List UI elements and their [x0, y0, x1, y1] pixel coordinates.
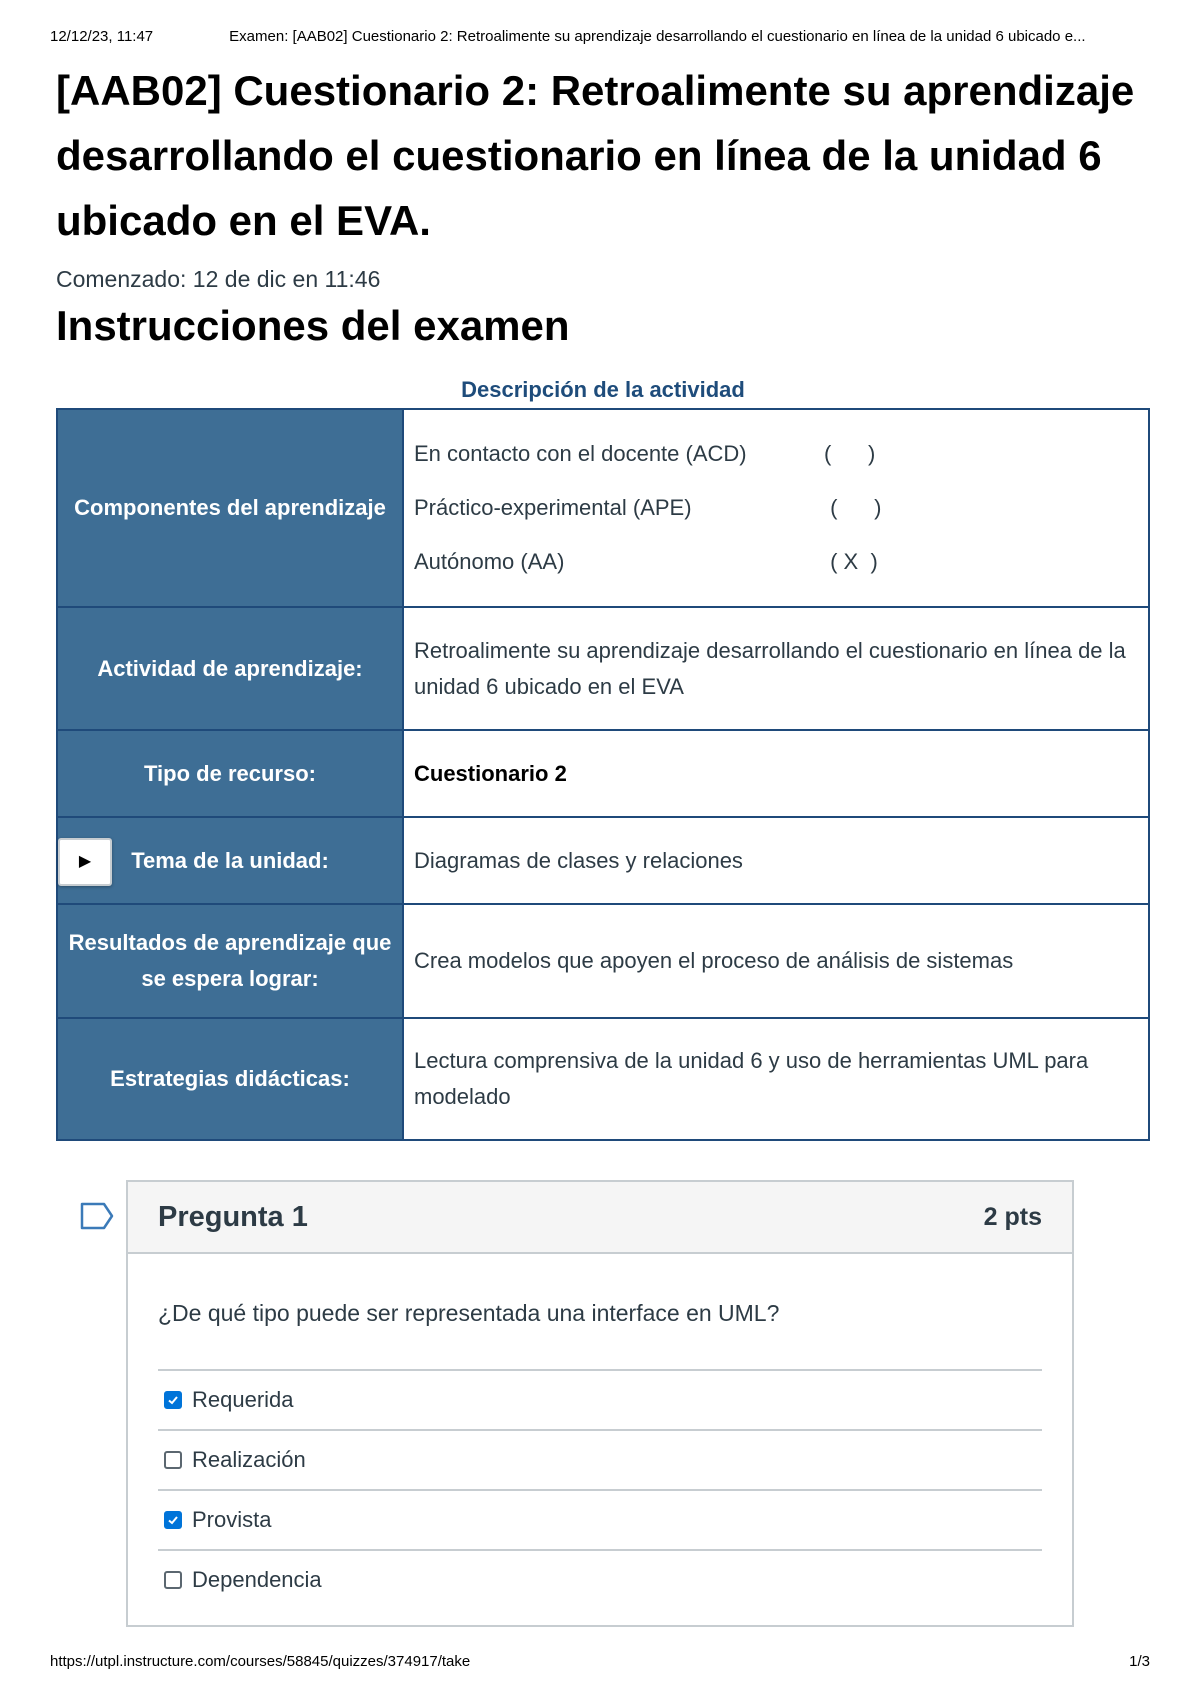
answer-option[interactable] — [158, 1369, 1042, 1429]
checkmark-icon — [167, 1514, 179, 1526]
resource-value-text: Cuestionario 2 — [414, 760, 567, 786]
quiz-title: [AAB02] Cuestionario 2: Retroalimente su aprendizaje desarrollando el cuestionario en línea de la unidad 6 ubicado en el EVA. — [56, 67, 1135, 244]
components-list — [403, 409, 1149, 607]
activity-value: Retroalimente su aprendizaje desarrollando el cuestionario en línea de la unidad 6 ubicado en el EVA — [403, 607, 1149, 730]
component-name: En contacto con el docente (ACD) — [414, 441, 747, 466]
table-caption: Descripción de la actividad — [461, 377, 745, 402]
question-body — [128, 1300, 1072, 1609]
question-points: 2 pts — [983, 1202, 1042, 1231]
table-row — [57, 817, 1149, 904]
table-row — [57, 904, 1149, 1018]
results-label: Resultados de aprendizaje que se espera lograr: — [57, 904, 403, 1018]
answer-option[interactable] — [158, 1549, 1042, 1609]
answer-checkbox[interactable] — [164, 1511, 182, 1529]
component-name: Autónomo (AA) — [414, 549, 565, 574]
flag-icon[interactable] — [80, 1202, 114, 1230]
table-row — [57, 409, 1149, 607]
print-footer — [50, 1653, 1150, 1670]
components-label: Componentes del aprendizaje — [57, 409, 403, 607]
table-row — [57, 1018, 1149, 1140]
instructions-heading: Instrucciones del examen — [56, 302, 570, 349]
component-mark: ( X ) — [824, 549, 878, 574]
play-icon: ▶ — [78, 853, 92, 870]
answer-label: Dependencia — [192, 1567, 322, 1592]
question-text: ¿De qué tipo puede ser representada una interface en UML? — [158, 1300, 780, 1326]
answer-list — [158, 1369, 1042, 1609]
component-mark: ( ) — [824, 495, 882, 520]
strategies-label: Estrategias didácticas: — [57, 1018, 403, 1140]
component-row — [414, 481, 1138, 535]
answer-label: Provista — [192, 1507, 272, 1532]
answer-label: Requerida — [192, 1387, 294, 1412]
strategies-value: Lectura comprensiva de la unidad 6 y uso de herramientas UML para modelado — [403, 1018, 1149, 1140]
topic-label-cell — [57, 817, 403, 904]
print-document-title: Examen: [AAB02] Cuestionario 2: Retroalimente su aprendizaje desarrollando el cuestionario en línea de la unidad 6 ubicado e... — [229, 28, 1086, 45]
question-header — [128, 1182, 1072, 1254]
page-url: https://utpl.instructure.com/courses/58845/quizzes/374917/take — [50, 1653, 471, 1670]
print-date: 12/12/23, 11:47 — [50, 28, 154, 45]
started-time: Comenzado: 12 de dic en 11:46 — [56, 266, 381, 292]
resource-value — [403, 730, 1149, 817]
topic-value: Diagramas de clases y relaciones — [403, 817, 1149, 904]
answer-option[interactable] — [158, 1429, 1042, 1489]
component-row — [414, 427, 1138, 481]
resource-label: Tipo de recurso: — [57, 730, 403, 817]
answer-checkbox[interactable] — [164, 1391, 182, 1409]
checkmark-icon — [167, 1394, 179, 1406]
answer-checkbox[interactable] — [164, 1451, 182, 1469]
play-button[interactable] — [58, 838, 112, 886]
answer-label: Realización — [192, 1447, 306, 1472]
answer-checkbox[interactable] — [164, 1571, 182, 1589]
print-header — [50, 28, 1150, 45]
question-title: Pregunta 1 — [158, 1200, 308, 1233]
component-mark: ( ) — [824, 441, 876, 466]
question-card — [126, 1180, 1074, 1627]
component-row — [414, 535, 1138, 589]
component-name: Práctico-experimental (APE) — [414, 495, 692, 520]
results-value: Crea modelos que apoyen el proceso de análisis de sistemas — [403, 904, 1149, 1018]
activity-label: Actividad de aprendizaje: — [57, 607, 403, 730]
topic-label: Tema de la unidad: — [131, 847, 329, 873]
page-number: 1/3 — [1129, 1653, 1150, 1670]
table-row — [57, 607, 1149, 730]
activity-description-table — [56, 408, 1150, 1141]
answer-option[interactable] — [158, 1489, 1042, 1549]
table-row — [57, 730, 1149, 817]
